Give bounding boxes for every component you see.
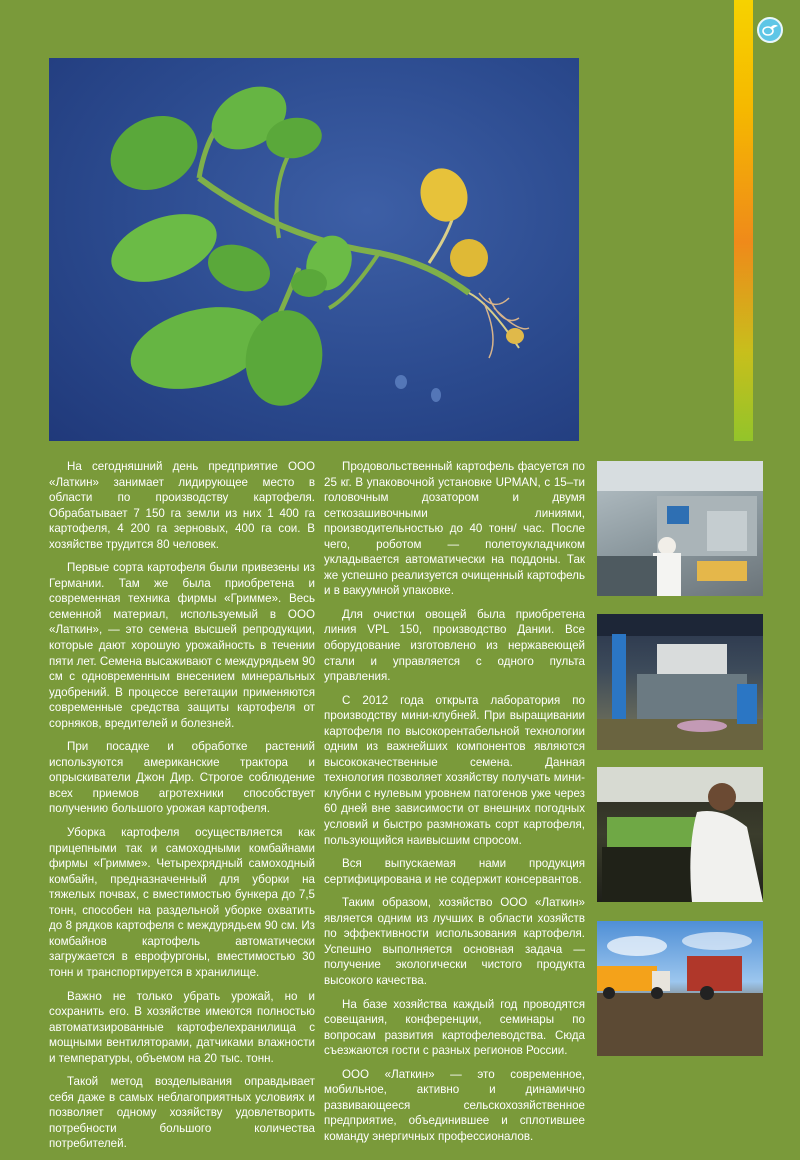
conveyor-icon xyxy=(597,614,763,750)
paragraph: ООО «Латкин» — это современное, мобильное, активно и динамично развивающееся сельскохозяйственное предприятие, объединившее и сплотившее команду энергичных профессионалов. xyxy=(324,1067,585,1143)
text-column-left xyxy=(49,459,315,1160)
paragraph: Первые сорта картофеля были привезены из Германии. Там же была приобретена и современная техника фирмы «Гримме». Весь семенной материал, используемый в ООО «Латкин», — это семена высшей репродукции, которые дают хорошую урожайность в течении пяти лет. Семена высаживают с междурядьем 90 см с одновременным внесением минеральных удобрений. В процессе вегетации применяются современные средства защиты картофеля от сорняков, вредителей и болезней. xyxy=(49,561,316,730)
paragraph: С 2012 года открыта лаборатория по производству мини-клубней. При выращивании картофеля по высокорентабельной технологии одним из важнейших компонентов являются высококачественные семена. Данная технология позволяет хозяйству получать мини-клубни с нулевым уровнем патогенов уже через 60 дней вне зависимости от внешних погодных условий и быстро размножать сорт картофеля, пользующийся наивысшим спросом. xyxy=(324,693,585,847)
harvest-field-icon xyxy=(597,921,763,1056)
paragraph: При посадке и обработке растений используются американские трактора и опрыскиватели Джон Дир. Строгое соблюдение всех приемов агротехники способствует получению большого урожая картофеля. xyxy=(49,740,315,816)
potato-plant-photo xyxy=(49,58,579,441)
washing-line-photo xyxy=(597,614,763,750)
paragraph: Таким образом, хозяйство ООО «Латкин» является одним из лучших в области хозяйств по эффективности использования картофеля. Успешно выполняется основная задача — получение экологически чистого продукта высокого качества. xyxy=(324,896,585,987)
harvest-field-photo xyxy=(597,921,763,1056)
paragraph: На сегодняшний день предприятие ООО «Латкин» занимает лидирующее место в области по производству картофеля. Обрабатывает 7 150 га земли из них 1 400 га картофеля, 4 200 га зерновых, 400 га сои. В хозяйстве трудится 80 человек. xyxy=(49,460,315,551)
text-column-middle xyxy=(324,459,585,1152)
paragraph: Вся выпускаемая нами продукция сертифицирована и не содержит консервантов. xyxy=(324,857,585,886)
gradient-stripe xyxy=(734,0,753,441)
paragraph: Для очистки овощей была приобретена линия VPL 150, производство Дании. Все оборудование изготовлено из нержавеющей стали и управляется с одного пульта управления. xyxy=(324,607,585,684)
paragraph: Уборка картофеля осуществляется как прицепными так и самоходными комбайнами фирмы «Гримме». Четырехрядный самоходный комбайн, предназначенный для уборки на тяжелых почвах, с вместимостью бункера до 7,5 тонн, способен на раздельной уборке охватить до 8 рядков картофеля с междурядьем 90 см. Из комбайнов картофель автоматически загружается в еврофургоны, вместимостью 30 тонн и транспортируется в хранилище. xyxy=(49,826,315,979)
company-logo-icon xyxy=(757,17,783,43)
laboratory-photo xyxy=(597,767,763,902)
paragraph: Продовольственный картофель фасуется по 25 кг. В упаковочной установке UPMAN, с 15–ти головочным дозатором и двумя сеткозашивочными линиями, производительностью до 40 тонн/ час. После чего, роботом — полетоукладчиком укладывается автоматически на поддоны. Так же успешно реализуется очищенный картофель и в вакуумной упаковке. xyxy=(324,460,585,598)
packaging-line-photo xyxy=(597,461,763,596)
laboratory-icon xyxy=(597,767,763,902)
factory-line-icon xyxy=(597,461,763,596)
potato-plant-icon xyxy=(49,58,579,441)
paragraph: Важно не только убрать урожай, но и сохранить его. В хозяйстве имеются полностью автоматизированные картофелехранилища с мощными вентиляторами, датчиками влажности и температуры, объемом на 20 тыс. тонн. xyxy=(49,989,315,1065)
paragraph: Такой метод возделывания оправдывает себя даже в самых неблагоприятных условиях и позволяет одному хозяйству удовлетворить потребности большого количества потребителей. xyxy=(49,1075,315,1151)
paragraph: На базе хозяйства каждый год проводятся совещания, конференции, семинары по вопросам развития картофелеводства. Сюда съезжаются гости с разных регионов России. xyxy=(324,997,585,1058)
